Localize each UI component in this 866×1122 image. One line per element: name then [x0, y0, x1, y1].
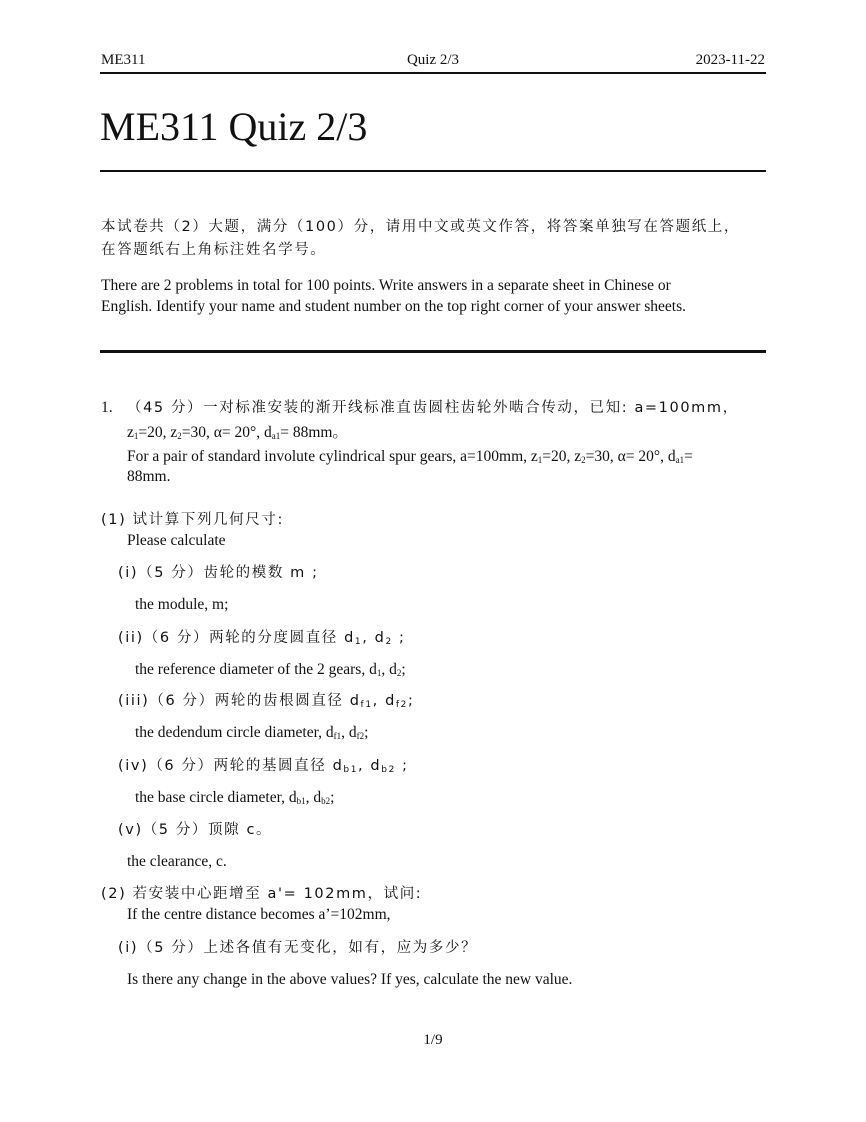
part1-item3-cn: (iii)（6 分）两轮的齿根圆直径 $d_{f1}$, $d_{f2}$;	[118, 693, 415, 710]
part1-item4-en: the base circle diameter, $d_{b1}$, $d_{b2}$;	[135, 789, 335, 806]
part2-item1-en: Is there any change in the above values? If yes, calculate the new value.	[127, 971, 573, 988]
part1-item1-en: the module, m;	[135, 596, 229, 613]
intro-rule	[100, 350, 766, 353]
problem1-en-line2: 88mm.	[127, 468, 171, 485]
header-rule	[100, 72, 766, 74]
part1-item5-cn: (v)（5 分）顶隙 c。	[118, 822, 273, 838]
intro-en-line1: There are 2 problems in total for 100 points. Write answers in a separate sheet in Chinese or	[101, 277, 671, 294]
page-title: ME311 Quiz 2/3	[100, 104, 368, 149]
header-course: ME311	[101, 52, 146, 68]
part1-item1-cn: (i)（5 分）齿轮的模数 m ;	[118, 565, 319, 581]
intro-cn-line1: 本试卷共（2）大题，满分（100）分，请用中文或英文作答，将答案单独写在答题纸上，	[101, 219, 740, 235]
part1-en: Please calculate	[127, 532, 226, 549]
header-quiz: Quiz 2/3	[406, 52, 460, 68]
page-number: 1/9	[423, 1032, 443, 1048]
part1-cn: (1) 试计算下列几何尺寸:	[101, 512, 284, 528]
part2-en: If the centre distance becomes a’=102mm,	[127, 906, 391, 923]
problem1-number: 1.	[101, 399, 113, 416]
part1-item4-cn: (iv)（6 分）两轮的基圆直径 $d_{b1}$, $d_{b2}$ ;	[118, 758, 409, 775]
part1-item5-en: the clearance, c.	[127, 853, 227, 870]
problem1-cn-line1: （45 分）一对标准安装的渐开线标准直齿圆柱齿轮外啮合传动，已知: a=100mm，	[127, 400, 739, 416]
intro-cn-line2: 在答题纸右上角标注姓名学号。	[101, 242, 327, 258]
part2-cn: (2) 若安装中心距增至 a'= 102mm，试问:	[101, 886, 423, 902]
intro-en-line2: English. Identify your name and student number on the top right corner of your answer sheets.	[101, 298, 686, 315]
part2-item1-cn: (i)（5 分）上述各值有无变化，如有，应为多少？	[118, 940, 478, 956]
title-rule	[100, 170, 766, 172]
problem1-en-line1: For a pair of standard involute cylindrical spur gears, a=100mm, $z_1=20$, $z_2=30$, α= 20°, $d_{a1}=$	[127, 448, 693, 465]
part1-item3-en: the dedendum circle diameter, $d_{f1}$, $d_{f2}$;	[135, 724, 369, 741]
header-date: 2023-11-22	[695, 52, 765, 68]
part1-item2-en: the reference diameter of the 2 gears, $d_1$, $d_2$;	[135, 661, 406, 678]
part1-item2-cn: (ii)（6 分）两轮的分度圆直径 $d_1$, $d_2$ ;	[118, 630, 406, 647]
problem1-cn-line2: $z_1=20$, $z_2=30$, α= 20°, $d_{a1}= 88mm$。	[127, 424, 348, 441]
